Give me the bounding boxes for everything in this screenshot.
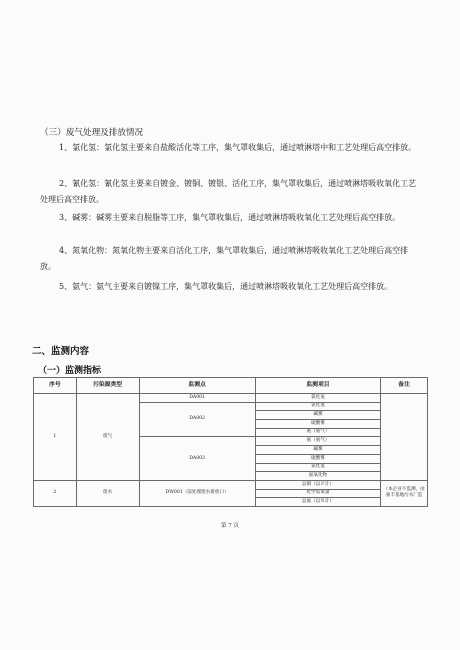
- header-monitoring-item: 监测项目: [255, 378, 381, 394]
- point-da003: DA003: [139, 437, 255, 480]
- paragraph-hcl: 1、氯化氢：氯化氢主要来自盐酸活化等工序，集气罩收集后，通过喷淋塔中和工艺处理后高空排放。: [59, 143, 417, 152]
- gas-source-type: 废气: [76, 394, 139, 481]
- table-row: [34, 480, 428, 489]
- header-remark: 备注: [381, 378, 428, 394]
- heading-monitoring-indicators: （一）监测指标: [38, 366, 102, 376]
- gas-row-number: 1: [34, 394, 77, 481]
- point-da002: DA002: [139, 402, 255, 437]
- monitoring-table: [33, 377, 428, 507]
- item-cell: 碱雾: [255, 411, 381, 420]
- item-cell: 碱雾: [255, 446, 381, 455]
- paragraph-hcn: 2、氰化氢：氰化氢主要来自镀金、镀铜、镀银、活化工序，集气罩收集后，通过喷淋塔吸收氧化工艺处理后高空排放。: [40, 179, 417, 204]
- item-cell: 总铜（以Ｐ计）: [255, 480, 381, 489]
- paragraph-nox: 4、氮氧化物：氮氧化物主要来自活化工序，集气罩收集后，通过喷淋塔吸收氧化工艺处理后高空排放。: [40, 246, 409, 271]
- page-number: 第 7 页: [221, 523, 239, 529]
- item-cell: 氨（氨气）: [255, 437, 381, 446]
- paragraph-ammonia: 5、氨气：氨气主要来自镀镍工序，集气罩收集后，通过喷淋塔吸收氧化工艺处理后高空排放。: [59, 282, 393, 291]
- item-cell: 化学需氧量: [255, 489, 381, 498]
- item-cell: 硫酸雾: [255, 454, 381, 463]
- point-da001: DA001: [139, 394, 255, 403]
- header-no: 序号: [34, 378, 77, 394]
- item-cell: 氯化氢: [255, 402, 381, 411]
- gas-remark: [381, 394, 428, 481]
- header-source-type: 污染源类型: [76, 378, 139, 394]
- table-header-row: [34, 378, 428, 394]
- item-cell: 氨（氨气）: [255, 428, 381, 437]
- header-monitoring-point: 监测点: [139, 378, 255, 394]
- paragraph-alkali-mist: 3、碱雾：碱雾主要来自脱脂等工序，集气罩收集后，通过喷淋塔吸收氧化工艺处理后高空排放。: [59, 213, 401, 222]
- item-cell: 氯化氢: [255, 463, 381, 472]
- water-remark: （本企业不监测，由豪丰基地污水厂监: [381, 480, 428, 506]
- point-dw001: DW001（前处理废水排放口）: [139, 480, 255, 506]
- section-title: （三）废气处理及排放情况: [40, 128, 144, 138]
- heading-monitoring-content: 二、监测内容: [32, 346, 90, 357]
- item-cell: 氮氧化物: [255, 472, 381, 481]
- table-row: [34, 394, 428, 403]
- water-source-type: 废水: [76, 480, 139, 506]
- item-cell: 硫酸雾: [255, 420, 381, 429]
- water-row-number: 2: [34, 480, 77, 506]
- item-cell: 总氮（以Ｎ计）: [255, 498, 381, 507]
- item-cell: 氯化氢: [255, 394, 381, 403]
